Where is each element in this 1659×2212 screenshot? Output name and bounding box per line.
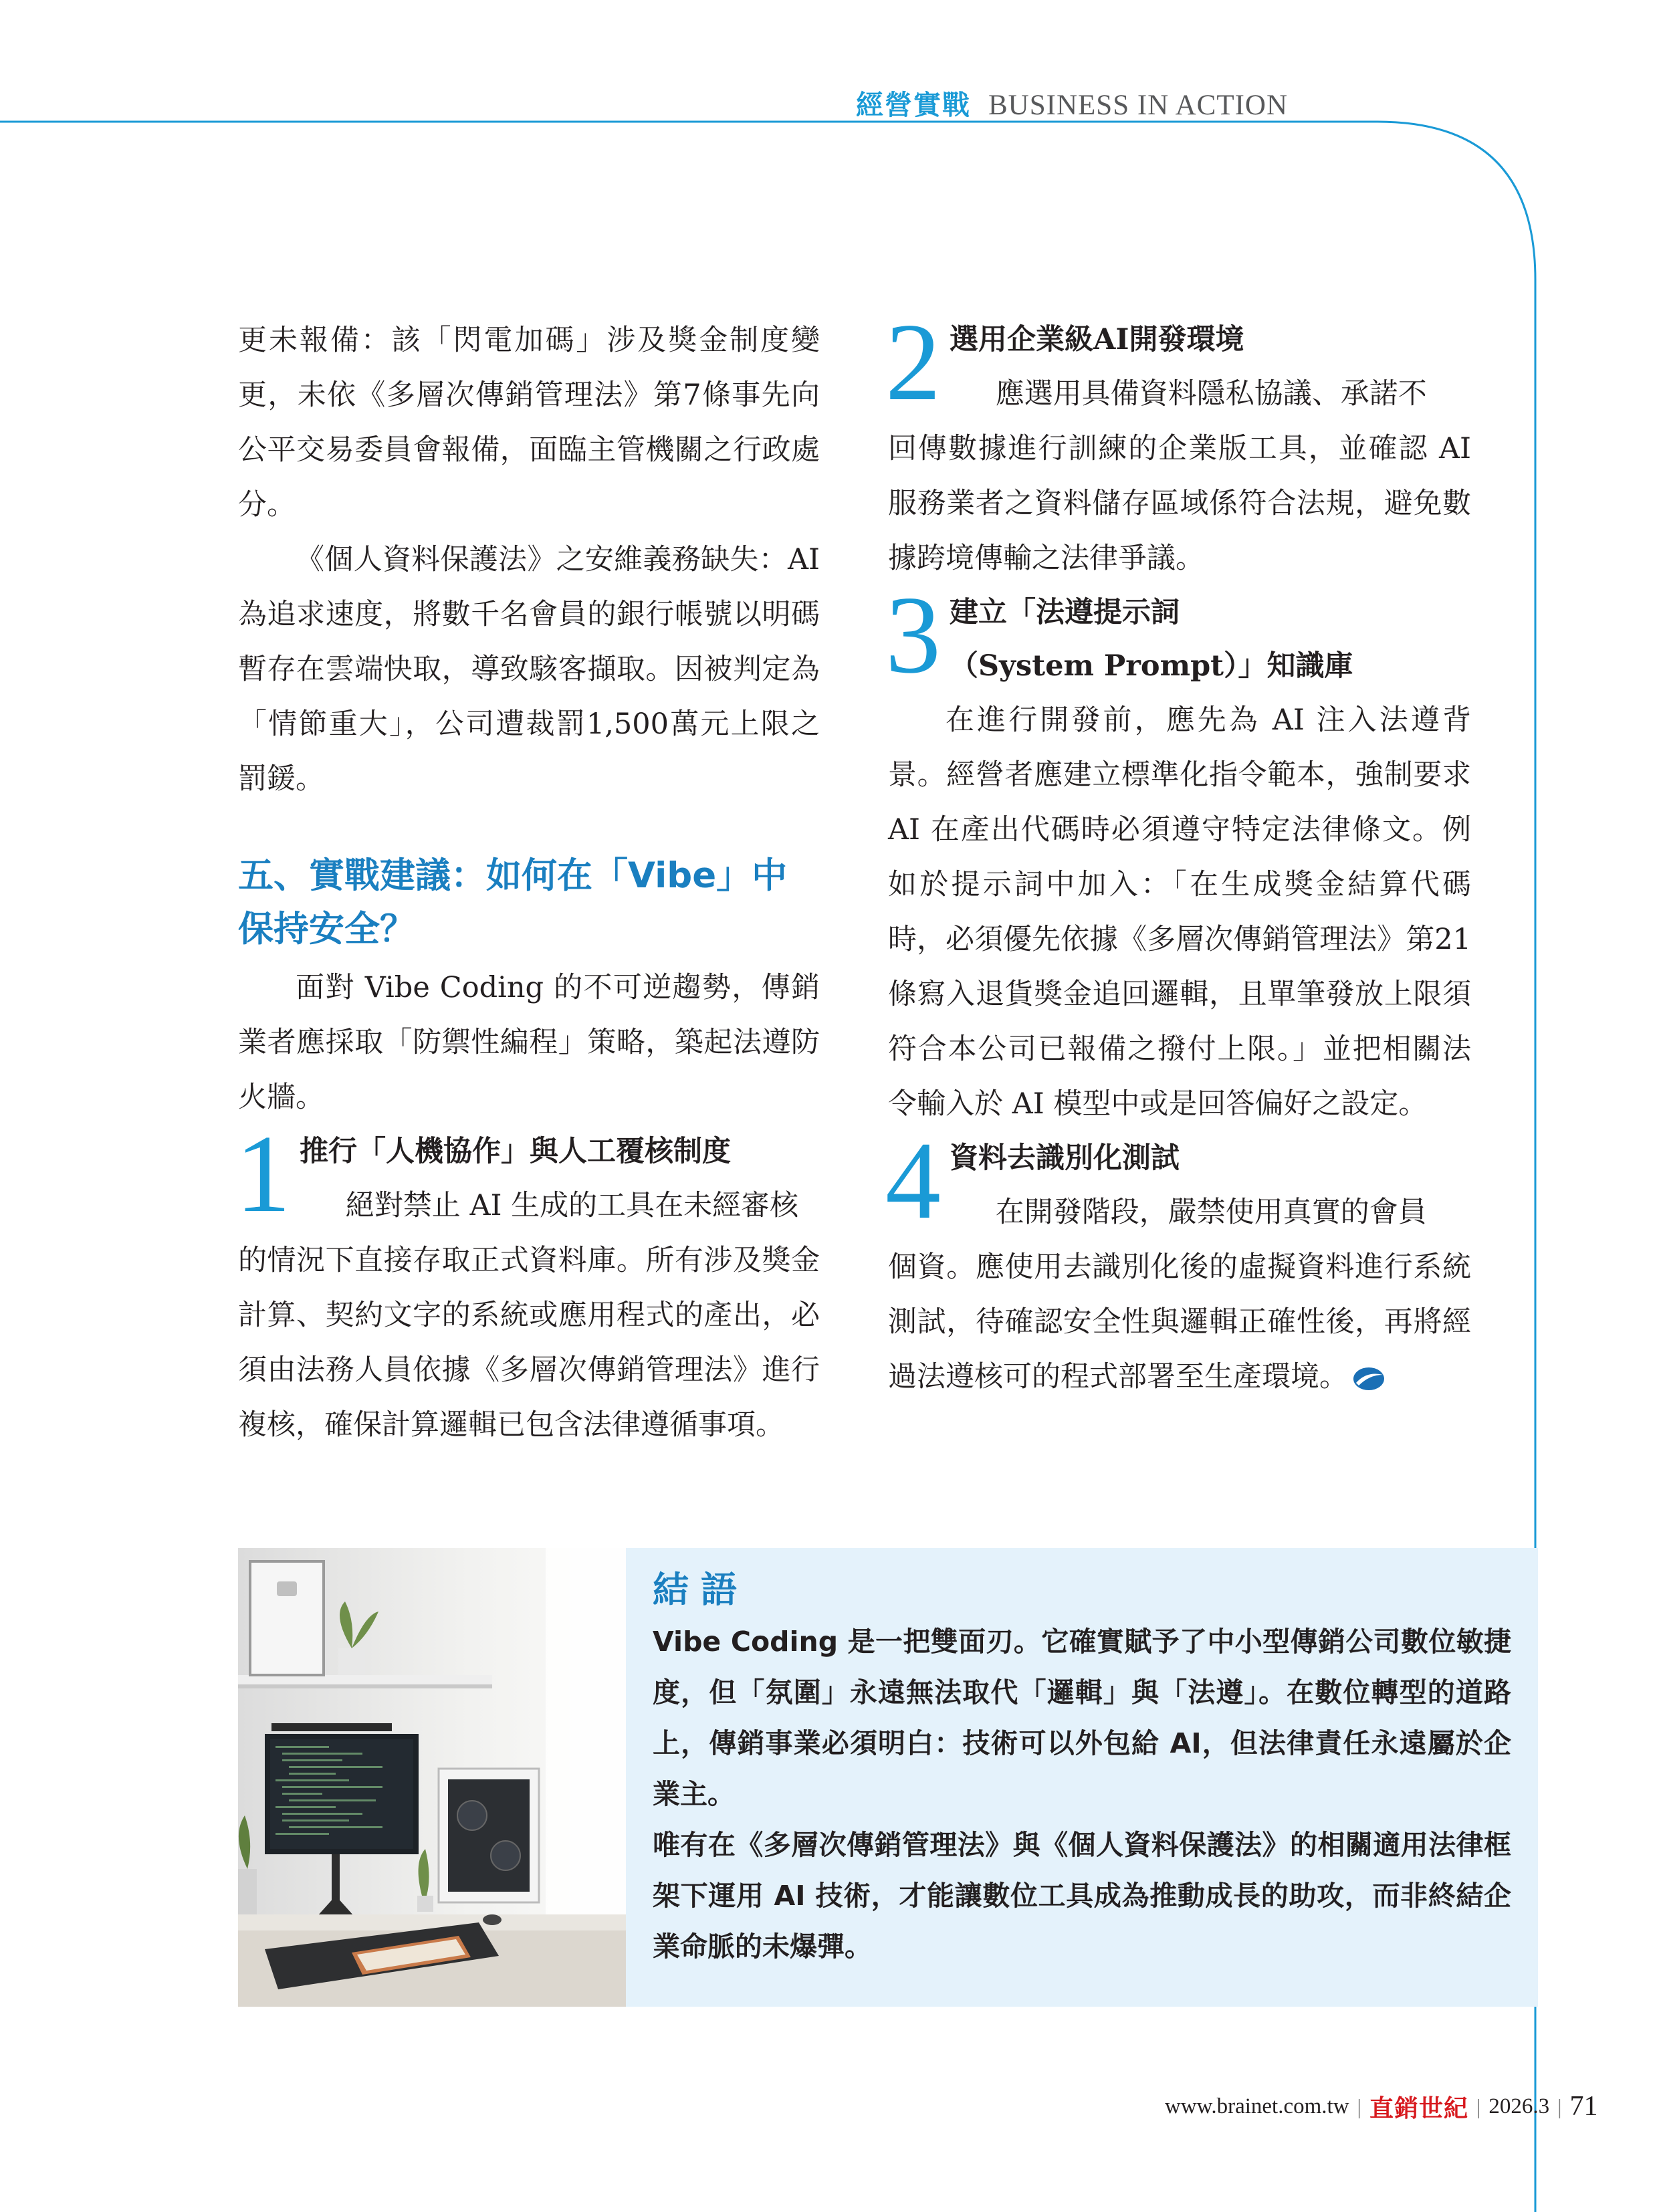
recommendation-item-2 — [885, 300, 1471, 586]
paragraph: 更未報備：該「閃電加碼」涉及獎金制度變更，未依《多層次傳銷管理法》第7條事先向公平交易委員會報備，面臨主管機關之行政處分。 — [238, 324, 820, 522]
page-number: 71 — [1569, 2091, 1598, 2122]
conclusion-text — [626, 1548, 1538, 1972]
recommendation-item-1 — [235, 1112, 820, 1452]
item-number: 1 — [235, 1112, 291, 1235]
conclusion-paragraph: Vibe Coding 是一把雙面刃。它確實賦予了中小型傳銷公司數位敏捷度，但「氛圍」永遠無法取代「邏輯」與「法遵」。在數位轉型的道路上，傳銷事業必須明白：技術可以外包給 AI，但法律責任永遠屬於企業主。 — [653, 1626, 1511, 1810]
recommendation-item-3 — [885, 573, 1471, 1131]
conclusion-paragraph: 唯有在《多層次傳銷管理法》與《個人資料保護法》的相關適用法律框架下運用 AI 技術，才能讓數位工具成為推動成長的助攻，而非終結企業命脈的未爆彈。 — [653, 1829, 1511, 1963]
item-title: 資料去識別化測試 — [950, 1141, 1180, 1175]
item-title: 選用企業級AI開發環境 — [950, 323, 1244, 356]
left-column — [235, 313, 820, 1452]
recommendation-item-4 — [885, 1119, 1471, 1404]
item-title-line-2: （System Prompt）」知識庫 — [950, 649, 1353, 683]
item-body: 回傳數據進行訓練的企業版工具，並確認 AI 服務業者之資料儲存區域係符合法規，避免數據跨境傳輸之法律爭議。 — [888, 432, 1471, 575]
item-title: 建立「法遵提示詞 — [950, 596, 1180, 629]
item-title: 推行「人機協作」與人工覆核制度 — [300, 1135, 731, 1168]
item-body: 的情況下直接存取正式資料庫。所有涉及獎金計算、契約文字的系統或應用程式的產出，必須由法務人員依據《多層次傳銷管理法》進行複核，確保計算邏輯已包含法律遵循事項。 — [238, 1244, 820, 1442]
footer-separator: | — [1357, 2094, 1361, 2118]
running-header — [856, 83, 1288, 130]
section-title-en: BUSINESS IN ACTION — [988, 90, 1289, 121]
item-first-line: 絕對禁止 AI 生成的工具在未經審核 — [345, 1189, 799, 1222]
item-first-line: 在開發階段，嚴禁使用真實的會員 — [995, 1196, 1427, 1229]
issue-date: 2026.3 — [1488, 2094, 1550, 2118]
item-number: 2 — [885, 300, 941, 423]
section-heading: 五、實戰建議：如何在「Vibe」中保持安全？ — [238, 855, 788, 950]
desk-setup-photo — [238, 1548, 626, 2007]
conclusion-box — [238, 1548, 1538, 2007]
item-number: 4 — [885, 1119, 941, 1242]
swoosh-logo-icon — [1352, 1365, 1386, 1392]
right-column — [885, 300, 1471, 1404]
page-footer — [1165, 2086, 1598, 2126]
section-title-cn: 經營實戰 — [856, 89, 971, 121]
item-body: 個資。應使用去識別化後的虛擬資料進行系統測試，待確認安全性與邏輯正確性後，再將經過法遵核可的程式部署至生產環境。 — [888, 1250, 1471, 1394]
magazine-brand-logo: 直銷世紀 — [1369, 2094, 1468, 2122]
item-number: 3 — [885, 573, 941, 696]
item-body: 在進行開發前，應先為 AI 注入法遵背景。經營者應建立標準化指令範本，強制要求 AI 在產出代碼時必須遵守特定法律條文。例如於提示詞中加入：「在生成獎金結算代碼時，必須優先依據《多層次傳銷管理法》第21條寫入退貨獎金追回邏輯，且單筆發放上限須符合本公司已報備之撥付上限。」並把相關法令輸入於 AI 模型中或是回答偏好之設定。 — [888, 703, 1471, 1121]
footer-separator: | — [1476, 2094, 1481, 2118]
item-first-line: 應選用具備資料隱私協議、承諾不 — [995, 377, 1427, 411]
footer-url: www.brainet.com.tw — [1165, 2094, 1349, 2118]
paragraph: 《個人資料保護法》之安維義務缺失：AI 為追求速度，將數千名會員的銀行帳號以明碼暫存在雲端快取，導致駭客擷取。因被判定為「情節重大」，公司遭裁罰1,500萬元上限之罰鍰。 — [238, 543, 820, 796]
conclusion-title: 結語 — [653, 1568, 749, 1611]
paragraph: 面對 Vibe Coding 的不可逆趨勢，傳銷業者應採取「防禦性編程」策略，築起法遵防火牆。 — [238, 971, 820, 1114]
footer-separator: | — [1557, 2094, 1562, 2118]
